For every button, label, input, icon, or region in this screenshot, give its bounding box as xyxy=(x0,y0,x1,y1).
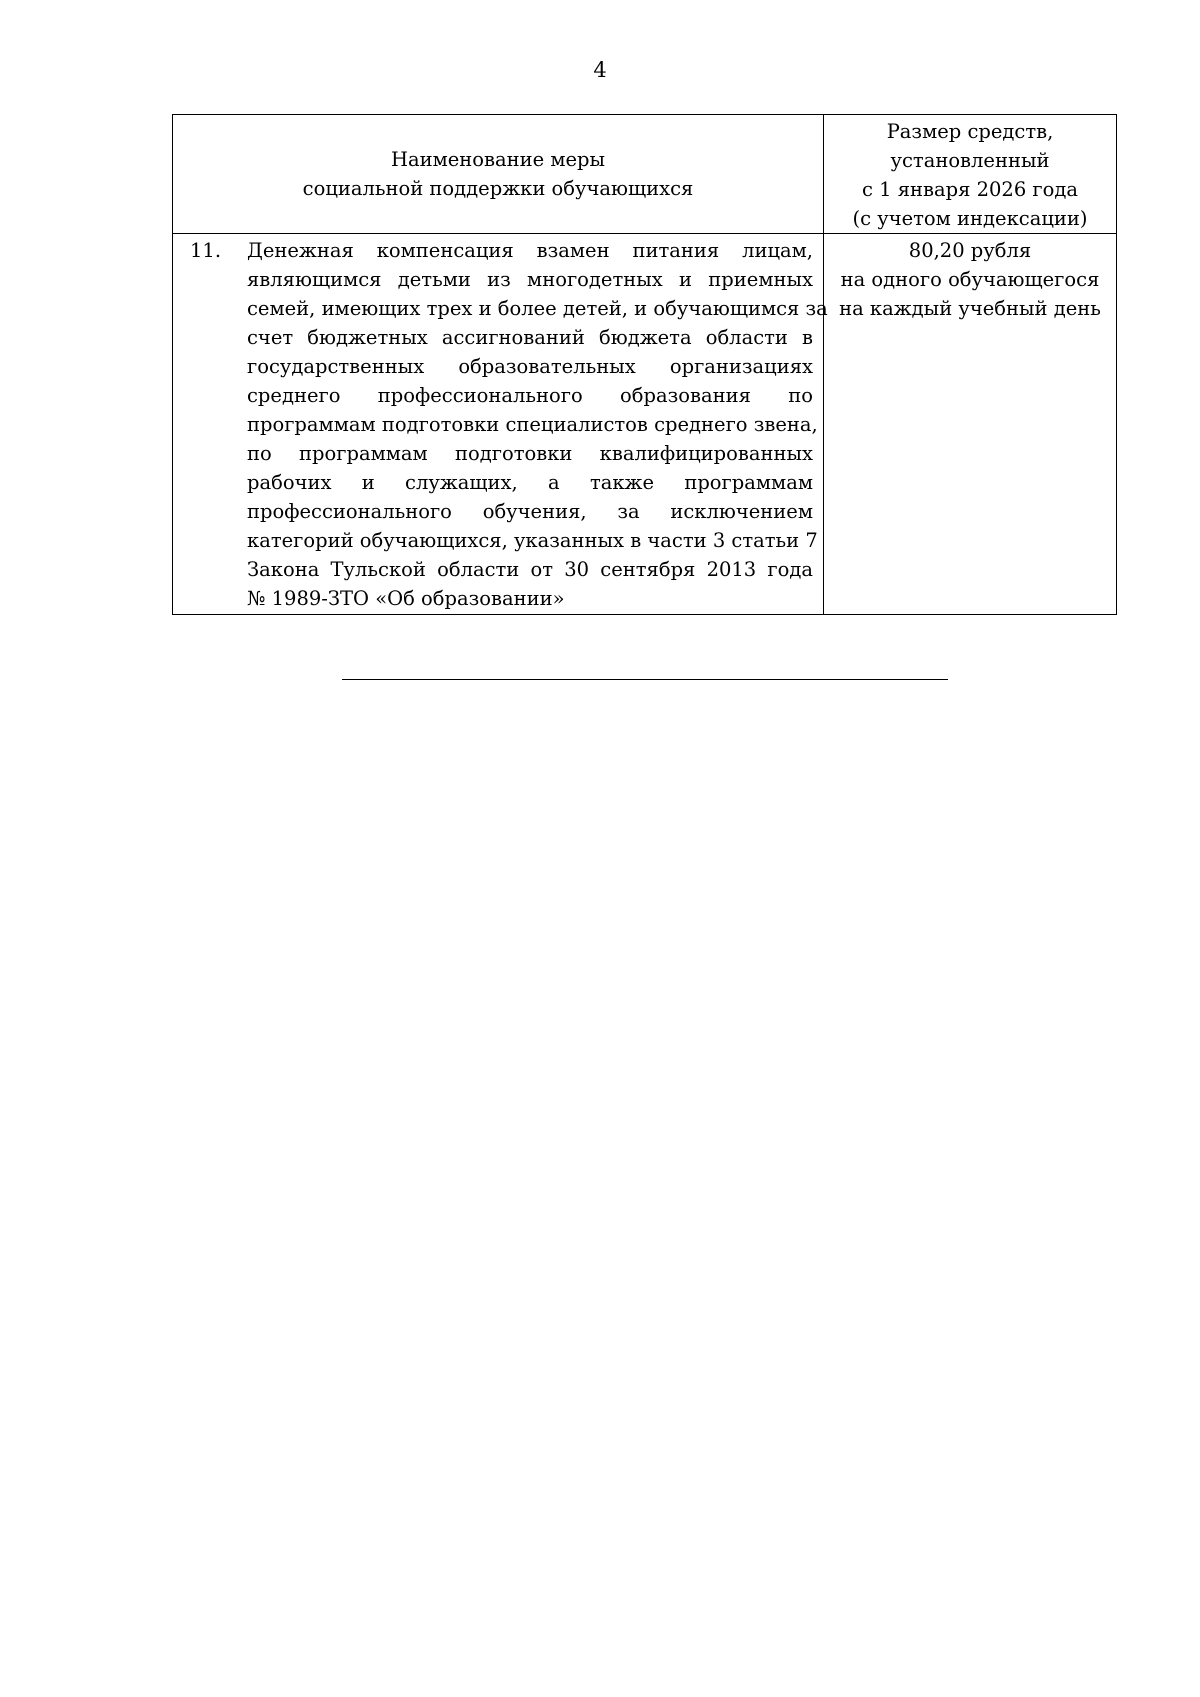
header-amount-line: (с учетом индексации) xyxy=(852,207,1088,230)
measure-cell xyxy=(173,234,828,615)
amount-line: на каждый учебный день xyxy=(839,297,1101,320)
measure-text-line: являющимся детьми из многодетных и приемных xyxy=(247,268,813,291)
measure-text-line: программам подготовки специалистов среднего звена, xyxy=(247,413,818,436)
header-name-line: социальной поддержки обучающихся xyxy=(302,177,694,200)
amount-line: на одного обучающегося xyxy=(840,268,1100,291)
table-header-row xyxy=(173,115,1117,234)
header-amount-line: установленный xyxy=(890,149,1050,172)
amount-cell xyxy=(824,234,1117,615)
measure-text-line: государственных образовательных организациях xyxy=(247,355,813,378)
social-support-table xyxy=(172,114,1117,615)
measure-text-line: счет бюджетных ассигнований бюджета области в xyxy=(247,326,813,349)
measure-text-line: категорий обучающихся, указанных в части 3 статьи 7 xyxy=(247,529,818,552)
end-of-document-rule xyxy=(342,679,948,680)
header-name-line: Наименование меры xyxy=(390,148,606,171)
table-row xyxy=(173,234,1117,615)
page-number: 4 xyxy=(593,58,607,82)
measure-text-line: рабочих и служащих, а также программам xyxy=(247,471,813,494)
measure-text-line: № 1989-ЗТО «Об образовании» xyxy=(247,587,565,610)
measure-text-line: среднего профессионального образования по xyxy=(247,384,813,407)
amount-line: 80,20 рубля xyxy=(908,239,1032,262)
measure-text-line: семей, имеющих трех и более детей, и обучающимся за xyxy=(247,297,828,320)
measure-text-line: профессионального обучения, за исключением xyxy=(247,500,813,523)
header-amount-line: Размер средств, xyxy=(886,120,1054,143)
header-amount xyxy=(824,115,1117,234)
measure-text-line: Денежная компенсация взамен питания лицам, xyxy=(247,239,813,262)
header-amount-line: с 1 января 2026 года xyxy=(861,178,1079,201)
measure-description xyxy=(247,234,828,614)
measure-text-line: по программам подготовки квалифицированных xyxy=(247,442,813,465)
header-measure-name xyxy=(173,115,824,234)
measure-text-line: Закона Тульской области от 30 сентября 2013 года xyxy=(247,558,813,581)
row-number: 11. xyxy=(190,239,222,262)
